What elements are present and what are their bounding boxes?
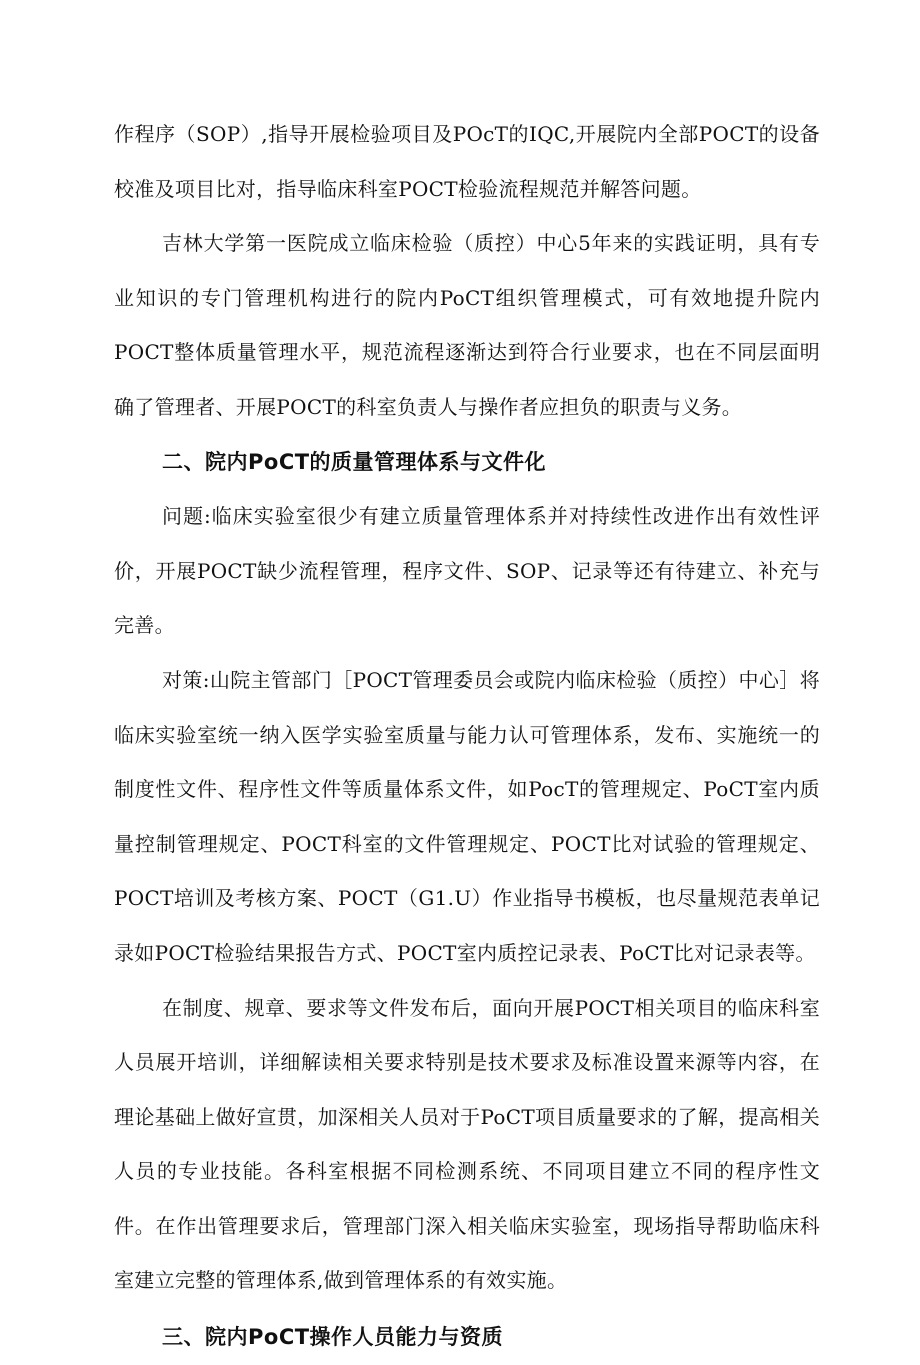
section-heading-quality-system: 二、院内PoCT的质量管理体系与文件化 [162, 449, 547, 474]
paragraph-training: 在制度、规章、要求等文件发布后，面向开展POCT相关项目的临床科室人员展开培训，详细解读相关要求特别是技术要求及标准设置来源等内容，在理论基础上做好宣贯，加深相关人员对于PoCT项目质量要求的了解，提高相关人员的专业技能。各科室根据不同检测系统、不同项目建立不同的程序性文件。在作出管理要求后，管理部门深入相关临床实验室，现场指导帮助临床科室建立完整的管理体系,做到管理体系的有效实施。 [114, 995, 820, 1293]
paragraph-problem: 问题:临床实验室很少有建立质量管理体系并对持续性改进作出有效性评价，开展POCT缺少流程管理，程序文件、SOP、记录等还有待建立、补充与完善。 [114, 504, 820, 638]
paragraph-countermeasure: 对策:山院主管部门［POCT管理委员会或院内临床检验（质控）中心］将临床实验室统一纳入医学实验室质量与能力认可管理体系，发布、实施统一的制度性文件、程序性文件等质量体系文件，如PocT的管理规定、PoCT室内质量控制管理规定、POCT科室的文件管理规定、POCT比对试验的管理规定、POCT培训及考核方案、POCT（G1.U）作业指导书模板，也尽量规范表单记录如POCT检验结果报告方式、POCT室内质控记录表、PoCT比对记录表等。 [114, 667, 820, 965]
document-body [114, 107, 820, 1365]
paragraph-continuation: 作程序（SOP）,指导开展检验项目及POcT的IQC,开展院内全部POCT的设备校准及项目比对，指导临床科室POCT检验流程规范并解答问题。 [114, 122, 820, 201]
section-heading-operator-qualification: 三、院内PoCT操作人员能力与资质 [162, 1325, 504, 1350]
paragraph-practice-evidence: 吉林大学第一医院成立临床检验（质控）中心5年来的实践证明，具有专业知识的专门管理机构进行的院内PoCT组织管理模式，可有效地提升院内POCT整体质量管理水平，规范流程逐渐达到符合行业要求，也在不同层面明确了管理者、开展POCT的科室负责人与操作者应担负的职责与义务。 [114, 231, 820, 419]
